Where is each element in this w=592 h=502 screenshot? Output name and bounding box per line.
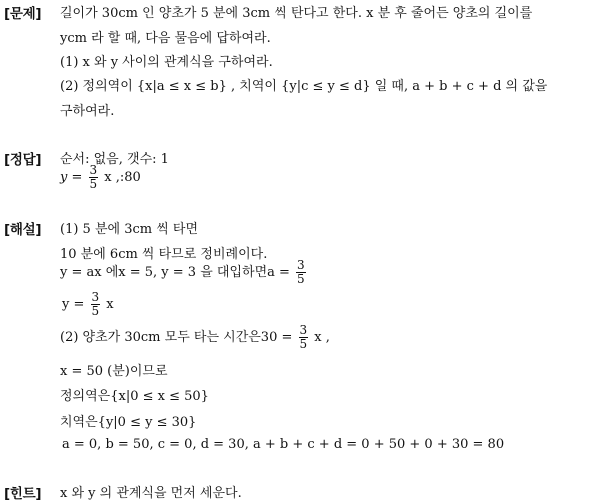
answer-fraction-denominator: 5 (89, 177, 98, 191)
problem-question-1: (1) x 와 y 사이의 관계식을 구하여라. (60, 55, 273, 70)
answer-tag: [정답] (4, 152, 42, 168)
solution-line-9: a = 0, b = 50, c = 0, d = 30, a + b + c + d = 0 + 50 + 0 + 30 = 80 (62, 437, 505, 452)
answer-formula-right: x ,:80 (104, 170, 141, 185)
solution-line-5-denominator: 5 (299, 337, 308, 351)
solution-line-5-fraction (299, 324, 309, 351)
solution-line-3-denominator: 5 (297, 272, 305, 286)
answer-formula (60, 164, 141, 191)
hint-text: x 와 y 의 관계식을 먼저 세운다. (60, 486, 242, 501)
solution-line-3 (60, 259, 308, 286)
answer-formula-left: y = (60, 170, 83, 185)
solution-line-5 (60, 324, 330, 351)
solution-line-2: 10 분에 6cm 씩 타므로 정비례이다. (60, 247, 268, 262)
hint-tag: [힌트] (4, 486, 42, 502)
solution-line-4-denominator: 5 (91, 304, 100, 318)
solution-line-3-fraction (296, 259, 306, 286)
solution-line-3-numerator: 3 (297, 258, 305, 272)
solution-line-4-numerator: 3 (91, 290, 100, 304)
problem-tag: [문제] (4, 6, 42, 22)
solution-line-5-left: (2) 양초가 30cm 모두 타는 시간은30 = (60, 330, 293, 345)
solution-tag: [해설] (4, 222, 42, 238)
solution-line-6: x = 50 (분)이므로 (60, 364, 168, 379)
problem-question-2-cont: 구하여라. (60, 104, 115, 119)
problem-text-line-1: 길이가 30cm 인 양초가 5 분에 3cm 씩 탄다고 한다. x 분 후 줄어든 양초의 길이를 (60, 6, 533, 21)
solution-line-8: 치역은{y|0 ≤ y ≤ 30} (60, 415, 197, 430)
solution-line-3-text: y = ax 에x = 5, y = 3 을 대입하면a = (60, 265, 290, 280)
answer-meta: 순서: 없음, 갯수: 1 (60, 152, 169, 167)
problem-question-2: (2) 정의역이 {x|a ≤ x ≤ b} , 치역이 {y|c ≤ y ≤ d} 일 때, a + b + c + d 의 값을 (60, 79, 548, 94)
solution-line-5-right: x , (314, 330, 330, 345)
solution-line-4-right: x (106, 297, 114, 312)
answer-fraction-numerator: 3 (89, 163, 98, 177)
solution-line-5-numerator: 3 (299, 323, 308, 337)
solution-line-1: (1) 5 분에 3cm 씩 타면 (60, 222, 199, 237)
solution-line-4-fraction (91, 291, 101, 318)
solution-line-4 (62, 291, 114, 318)
problem-text-line-2: ycm 라 할 때, 다음 물음에 답하여라. (60, 31, 271, 46)
answer-fraction (89, 164, 99, 191)
solution-line-4-left: y = (62, 297, 85, 312)
solution-line-7: 정의역은{x|0 ≤ x ≤ 50} (60, 389, 209, 404)
